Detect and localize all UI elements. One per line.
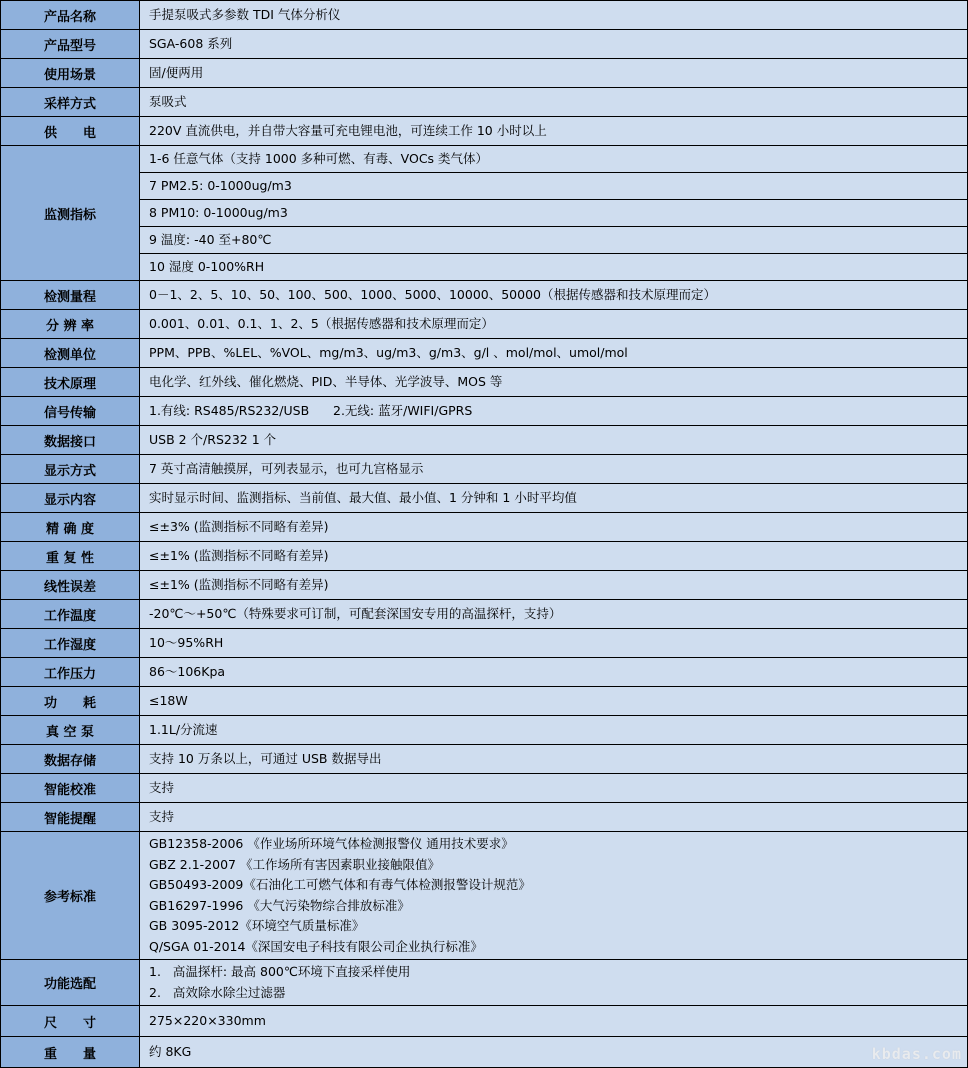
spec-label-cell: 功 耗 [1, 687, 140, 716]
table-row [1, 117, 968, 146]
spec-label-cell: 产品型号 [1, 30, 140, 59]
spec-value-cell [140, 1037, 968, 1068]
spec-label-cell: 精 确 度 [1, 513, 140, 542]
spec-value-cell [140, 254, 968, 281]
table-row [1, 339, 968, 368]
spec-label-cell: 线性误差 [1, 571, 140, 600]
spec-value-cell [140, 227, 968, 254]
table-row [1, 254, 968, 281]
spec-label-cell: 工作湿度 [1, 629, 140, 658]
spec-value-cell [140, 484, 968, 513]
spec-label-cell: 供 电 [1, 117, 140, 146]
table-row [1, 281, 968, 310]
value-line: -20℃～+50℃（特殊要求可订制，可配套深国安专用的高温探杆，支持） [149, 606, 562, 621]
table-row [1, 59, 968, 88]
table-row [1, 1037, 968, 1068]
value-line: GB16297-1996 《大气污染物综合排放标准》 [149, 897, 410, 913]
table-row [1, 832, 968, 960]
spec-value-cell [140, 803, 968, 832]
spec-label-cell: 显示方式 [1, 455, 140, 484]
spec-value-cell [140, 960, 968, 1006]
value-line: 1.有线: RS485/RS232/USB 2.无线: 蓝牙/WIFI/GPRS [149, 403, 473, 418]
value-line: 1-6 任意气体（支持 1000 多种可燃、有毒、VOCs 类气体） [149, 151, 489, 166]
spec-label-cell: 使用场景 [1, 59, 140, 88]
table-row [1, 629, 968, 658]
table-row [1, 200, 968, 227]
value-line: 7 英寸高清触摸屏，可列表显示，也可九宫格显示 [149, 461, 424, 476]
value-line: 泵吸式 [149, 94, 187, 109]
value-line: 0－1、2、5、10、50、100、500、1000、5000、10000、50000（根据传感器和技术原理而定） [149, 287, 716, 302]
spec-label-cell: 真 空 泵 [1, 716, 140, 745]
table-row [1, 513, 968, 542]
table-row [1, 146, 968, 173]
value-line: GB 3095-2012《环境空气质量标准》 [149, 918, 365, 933]
spec-value-cell [140, 629, 968, 658]
value-line: 220V 直流供电，并自带大容量可充电锂电池，可连续工作 10 小时以上 [149, 123, 547, 138]
value-line: GB50493-2009《石油化工可燃气体和有毒气体检测报警设计规范》 [149, 877, 531, 892]
value-line: 10 湿度 0-100%RH [149, 259, 265, 274]
spec-label-cell: 重 量 [1, 1037, 140, 1068]
spec-label-cell: 智能提醒 [1, 803, 140, 832]
value-line: 275×220×330mm [149, 1013, 266, 1028]
spec-value-cell [140, 1, 968, 30]
value-line: 支持 [149, 780, 175, 795]
spec-value-cell [140, 368, 968, 397]
spec-label-cell: 功能选配 [1, 960, 140, 1006]
table-row [1, 571, 968, 600]
table-row [1, 687, 968, 716]
value-line: 7 PM2.5: 0-1000ug/m3 [149, 178, 292, 193]
table-row [1, 397, 968, 426]
value-line: Q/SGA 01-2014《深国安电子科技有限公司企业执行标准》 [149, 938, 483, 954]
table-row [1, 1006, 968, 1037]
table-row [1, 310, 968, 339]
spec-label-cell: 工作温度 [1, 600, 140, 629]
table-row [1, 542, 968, 571]
spec-value-cell [140, 30, 968, 59]
spec-value-cell [140, 88, 968, 117]
value-line: ≤±1% (监测指标不同略有差异) [149, 548, 329, 563]
spec-label-cell: 技术原理 [1, 368, 140, 397]
table-row [1, 658, 968, 687]
table-row [1, 368, 968, 397]
table-row [1, 774, 968, 803]
spec-value-cell [140, 832, 968, 960]
spec-value-cell [140, 117, 968, 146]
spec-value-cell [140, 774, 968, 803]
table-row [1, 600, 968, 629]
value-line: GB12358-2006 《作业场所环境气体检测报警仪 通用技术要求》 [149, 836, 514, 851]
value-line: ≤±1% (监测指标不同略有差异) [149, 577, 329, 592]
spec-label-cell: 尺 寸 [1, 1006, 140, 1037]
spec-label-cell: 检测单位 [1, 339, 140, 368]
spec-value-cell [140, 658, 968, 687]
spec-table-body [1, 1, 968, 1068]
spec-label-cell: 数据接口 [1, 426, 140, 455]
value-line: 8 PM10: 0-1000ug/m3 [149, 205, 288, 220]
value-line: 实时显示时间、监测指标、当前值、最大值、最小值、1 分钟和 1 小时平均值 [149, 490, 577, 505]
spec-value-cell [140, 571, 968, 600]
value-line: USB 2 个/RS232 1 个 [149, 432, 277, 447]
value-line: 支持 10 万条以上，可通过 USB 数据导出 [149, 751, 382, 766]
spec-value-cell [140, 426, 968, 455]
value-line: 2. 高效除水除尘过滤器 [149, 984, 286, 1000]
spec-value-cell [140, 687, 968, 716]
table-row [1, 484, 968, 513]
value-line: 86～106Kpa [149, 664, 226, 679]
spec-value-cell [140, 745, 968, 774]
value-line: 10～95%RH [149, 635, 224, 650]
value-line: GBZ 2.1-2007 《工作场所有害因素职业接触限值》 [149, 856, 440, 872]
spec-label-cell: 智能校准 [1, 774, 140, 803]
spec-value-cell [140, 281, 968, 310]
spec-label-cell: 参考标准 [1, 832, 140, 960]
spec-value-cell [140, 146, 968, 173]
value-line: 1.1L/分流速 [149, 722, 218, 737]
spec-value-cell [140, 455, 968, 484]
spec-label-cell: 监测指标 [1, 146, 140, 281]
value-line: ≤18W [149, 693, 188, 708]
spec-label-cell: 分 辨 率 [1, 310, 140, 339]
spec-value-cell [140, 59, 968, 88]
spec-label-cell: 显示内容 [1, 484, 140, 513]
table-row [1, 173, 968, 200]
spec-label-cell: 数据存储 [1, 745, 140, 774]
watermark-text: kbdas.com [871, 1045, 962, 1063]
spec-value-cell [140, 600, 968, 629]
spec-value-cell [140, 1006, 968, 1037]
value-line: 固/便两用 [149, 65, 204, 80]
spec-label-cell: 产品名称 [1, 1, 140, 30]
value-line: PPM、PPB、%LEL、%VOL、mg/m3、ug/m3、g/m3、g/l 、mol/mol、umol/mol [149, 345, 628, 360]
spec-value-cell [140, 339, 968, 368]
spec-value-cell [140, 173, 968, 200]
table-row [1, 716, 968, 745]
value-line: 1. 高温探杆: 最高 800℃环境下直接采样使用 [149, 964, 411, 979]
table-row [1, 960, 968, 1006]
value-line: SGA-608 系列 [149, 36, 233, 51]
spec-value-cell [140, 397, 968, 426]
table-row [1, 30, 968, 59]
table-row [1, 227, 968, 254]
value-line: 约 8KG [149, 1044, 192, 1059]
spec-value-cell [140, 716, 968, 745]
spec-label-cell: 采样方式 [1, 88, 140, 117]
spec-label-cell: 检测量程 [1, 281, 140, 310]
value-line: 支持 [149, 809, 175, 824]
table-row [1, 88, 968, 117]
spec-value-cell [140, 542, 968, 571]
spec-label-cell: 工作压力 [1, 658, 140, 687]
table-row [1, 1, 968, 30]
spec-value-cell [140, 513, 968, 542]
spec-label-cell: 重 复 性 [1, 542, 140, 571]
value-line: 0.001、0.01、0.1、1、2、5（根据传感器和技术原理而定） [149, 316, 494, 331]
value-line: 电化学、红外线、催化燃烧、PID、半导体、光学波导、MOS 等 [149, 374, 503, 389]
spec-value-cell [140, 310, 968, 339]
value-line: ≤±3% (监测指标不同略有差异) [149, 519, 329, 534]
spec-label-cell: 信号传输 [1, 397, 140, 426]
value-line: 9 温度: -40 至+80℃ [149, 232, 272, 247]
table-row [1, 426, 968, 455]
table-row [1, 455, 968, 484]
table-row [1, 745, 968, 774]
value-line: 手提泵吸式多参数 TDI 气体分析仪 [149, 7, 341, 22]
spec-value-cell [140, 200, 968, 227]
table-row [1, 803, 968, 832]
